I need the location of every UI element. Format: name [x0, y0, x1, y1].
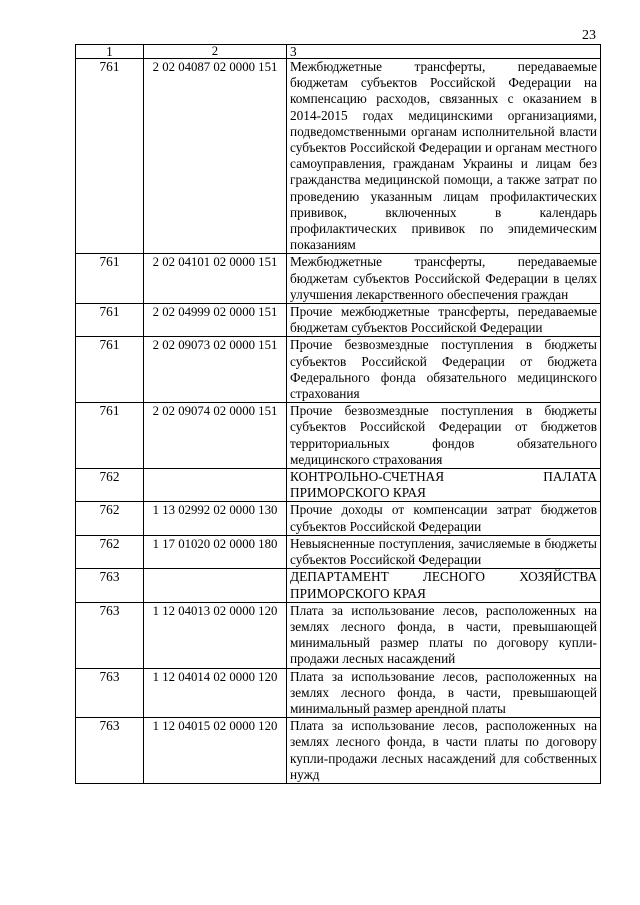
table-row: [76, 403, 601, 469]
page-number: 23: [582, 28, 596, 43]
revenue-code-cell: 2 02 09074 02 0000 151: [144, 403, 287, 469]
admin-code-cell: 762: [76, 469, 144, 502]
admin-code-cell: 761: [76, 304, 144, 337]
revenue-code-cell: 1 13 02992 02 0000 130: [144, 502, 287, 535]
table-row: [76, 59, 601, 254]
revenue-name-cell: Прочие безвозмездные поступления в бюджеты субъектов Российской Федерации от бюджета Федерального фонда обязательного медицинского страхования: [287, 337, 601, 403]
table-row: [76, 304, 601, 337]
revenue-code-cell: 1 17 01020 02 0000 180: [144, 535, 287, 568]
revenue-code-cell: 1 12 04015 02 0000 120: [144, 718, 287, 784]
revenue-name-cell: Межбюджетные трансферты, передаваемые бюджетам субъектов Российской Федерации в целях улучшения лекарственного обеспечения граждан: [287, 254, 601, 304]
admin-code-cell: 763: [76, 569, 144, 602]
admin-code-cell: 762: [76, 535, 144, 568]
revenue-code-cell: 2 02 09073 02 0000 151: [144, 337, 287, 403]
revenue-name-cell: Межбюджетные трансферты, передаваемые бюджетам субъектов Российской Федерации на компенсацию расходов, связанных с оказанием в 2014-2015 годах медицинскими организациями, подведомственными органам исполнительной власти субъектов Российской Федерации и органам местного самоуправления, гражданам Украины и лицам без гражданства медицинской помощи, а также затрат по проведению указанным лицам профилактических прививок, включенных в календарь профилактических прививок по эпидемическим показаниям: [287, 59, 601, 254]
admin-code-cell: 763: [76, 668, 144, 718]
revenue-code-cell: [144, 469, 287, 502]
admin-code-cell: 761: [76, 337, 144, 403]
table-header-row: [76, 45, 601, 59]
table-row: [76, 535, 601, 568]
admin-code-cell: 763: [76, 718, 144, 784]
table-row: [76, 502, 601, 535]
admin-code-cell: 761: [76, 403, 144, 469]
admin-code-cell: 763: [76, 602, 144, 668]
header-col-1: 1: [76, 45, 144, 59]
revenue-code-cell: 2 02 04101 02 0000 151: [144, 254, 287, 304]
revenue-code-cell: 1 12 04014 02 0000 120: [144, 668, 287, 718]
revenue-name-cell: Плата за использование лесов, расположенных на землях лесного фонда, в части платы по договору купли-продажи лесных насаждений для собственных нужд: [287, 718, 601, 784]
revenue-name-cell: Прочие безвозмездные поступления в бюджеты субъектов Российской Федерации от бюджетов территориальных фондов обязательного медицинского страхования: [287, 403, 601, 469]
organization-name-cell: ДЕПАРТАМЕНТ ЛЕСНОГО ХОЗЯЙСТВА ПРИМОРСКОГО КРАЯ: [287, 569, 601, 602]
admin-code-cell: 762: [76, 502, 144, 535]
revenue-code-cell: 2 02 04087 02 0000 151: [144, 59, 287, 254]
admin-code-cell: 761: [76, 59, 144, 254]
table-row: [76, 254, 601, 304]
table-row: [76, 469, 601, 502]
revenue-code-cell: 1 12 04013 02 0000 120: [144, 602, 287, 668]
organization-name-cell: КОНТРОЛЬНО-СЧЕТНАЯ ПАЛАТА ПРИМОРСКОГО КРАЯ: [287, 469, 601, 502]
table-row: [76, 718, 601, 784]
admin-code-cell: 761: [76, 254, 144, 304]
table-row: [76, 602, 601, 668]
table-row: [76, 569, 601, 602]
revenue-name-cell: Прочие межбюджетные трансферты, передаваемые бюджетам субъектов Российской Федерации: [287, 304, 601, 337]
table-row: [76, 668, 601, 718]
revenue-code-cell: 2 02 04999 02 0000 151: [144, 304, 287, 337]
header-col-3: 3: [287, 45, 601, 59]
header-col-2: 2: [144, 45, 287, 59]
revenue-name-cell: Плата за использование лесов, расположенных на землях лесного фонда, в части, превышающей минимальный размер арендной платы: [287, 668, 601, 718]
table-row: [76, 337, 601, 403]
revenue-name-cell: Прочие доходы от компенсации затрат бюджетов субъектов Российской Федерации: [287, 502, 601, 535]
revenue-code-cell: [144, 569, 287, 602]
revenue-name-cell: Плата за использование лесов, расположенных на землях лесного фонда, в части, превышающей минимальный размер платы по договору купли-продажи лесных насаждений: [287, 602, 601, 668]
revenue-name-cell: Невыясненные поступления, зачисляемые в бюджеты субъектов Российской Федерации: [287, 535, 601, 568]
budget-classification-table: [75, 44, 601, 784]
